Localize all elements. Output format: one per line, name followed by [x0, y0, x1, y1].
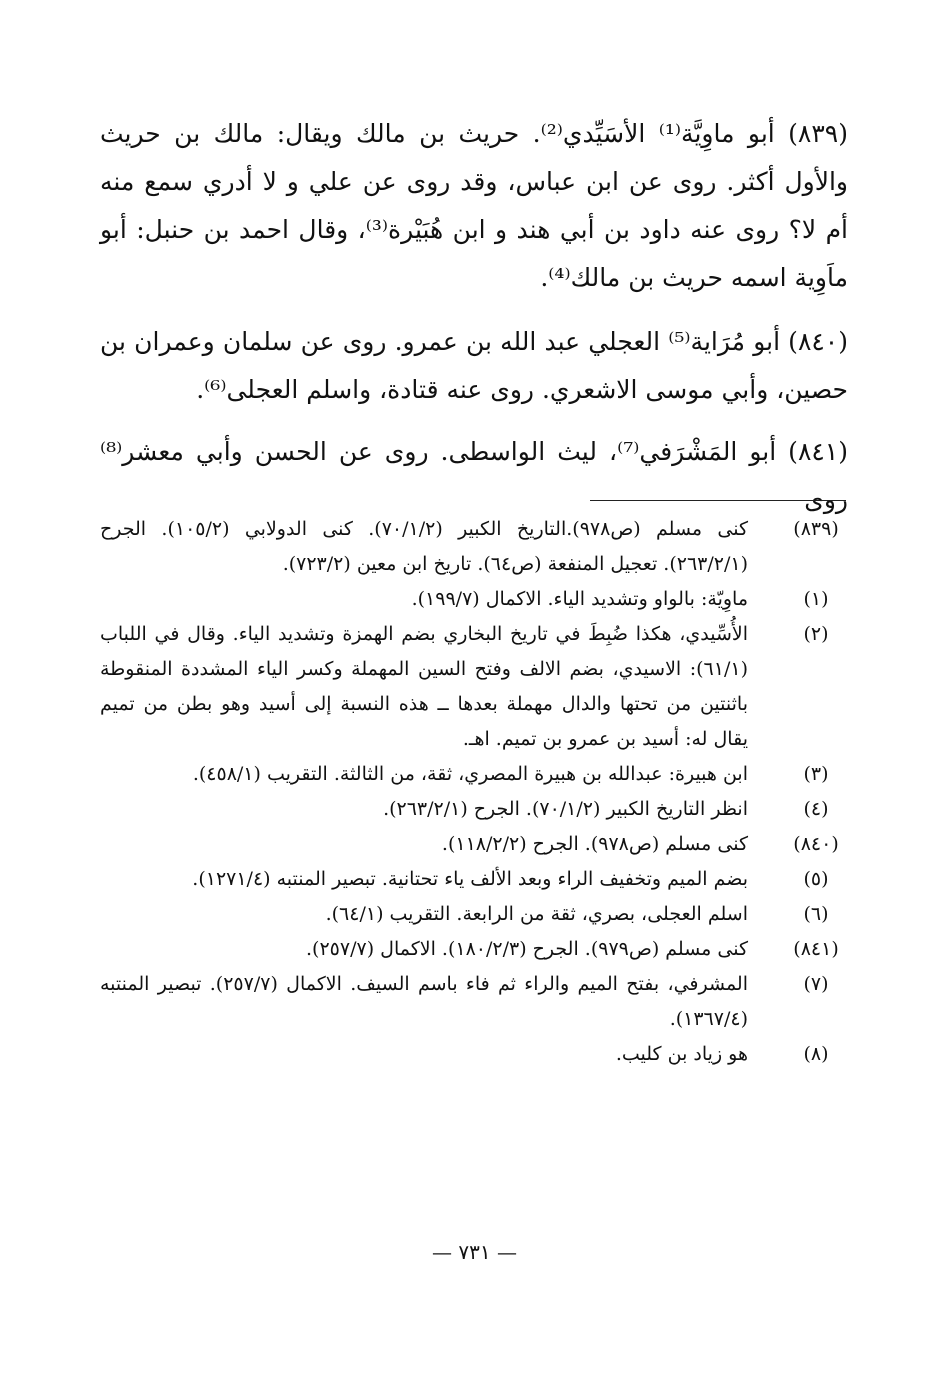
entry-840: [100, 318, 848, 414]
footnote: [100, 617, 852, 757]
footnote: [100, 512, 852, 582]
entry-839: [100, 110, 848, 302]
footnotes: [100, 512, 852, 1072]
footnote: [100, 757, 852, 792]
footnote: [100, 897, 852, 932]
footnote: [100, 862, 852, 897]
footnote: [100, 827, 852, 862]
footnote-text: انظر التاريخ الكبير (٧٠/١/٢). الجرح (٢٦٣/٢/١).: [383, 798, 748, 820]
footnote: [100, 792, 852, 827]
footnote-number: (٥): [803, 868, 829, 890]
footnote: [100, 1037, 852, 1072]
footnote-number: (٨٤١): [793, 938, 839, 960]
footnote-text: بضم الميم وتخفيف الراء وبعد الألف ياء تحتانية. تبصير المنتبه (١٢٧١/٤).: [192, 868, 748, 890]
footnote: [100, 967, 852, 1037]
footnote-text: ابن هبيرة: عبدالله بن هبيرة المصري، ثقة، من الثالثة. التقريب (٤٥٨/١).: [192, 763, 748, 785]
footnote-number: (٧): [803, 973, 829, 995]
footnote: [100, 932, 852, 967]
entry-841-text: (٨٤١) أبو المَشْرَفي⁽⁷⁾، ليث الواسطى. روى عن الحسن وأبي معشر⁽⁸⁾ روى: [100, 437, 848, 514]
footnote: [100, 582, 852, 617]
footnote-number: (٦): [803, 903, 829, 925]
entry-841: [100, 428, 848, 524]
entry-839-text: (٨٣٩) أبو ماوِيَّة⁽¹⁾ الأسَيِّدي⁽²⁾. حريث بن مالك ويقال: مالك بن حريث والأول أكثر. روى عن ابن عباس، وقد روى عن علي و لا أدري سمع منه أم لا؟ روى عنه داود بن أبي هند و ابن هُبَيْرة⁽³⁾، وقال احمد بن حنبل: أبو ماَوِية اسمه حريث بن مالك⁽⁴⁾.: [100, 119, 848, 292]
footnote-number: (١): [803, 588, 829, 610]
footnote-text: كنى مسلم (ص٩٧٨). الجرح (١١٨/٢/٢).: [441, 833, 748, 855]
footnote-text: كنى مسلم (ص٩٧٩). الجرح (١٨٠/٢/٣). الاكمال (٢٥٧/٧).: [306, 938, 748, 960]
footnote-text: هو زياد بن كليب.: [615, 1043, 748, 1065]
footnote-number: (٤): [803, 798, 829, 820]
footnote-text: كنى مسلم (ص٩٧٨).التاريخ الكبير (٧٠/١/٢). كنى الدولابي (١٠٥/٢). الجرح (٢٦٣/٢/١). تعجيل المنفعة (ص٦٤). تاريخ ابن معين (٧٢٣/٢).: [100, 518, 749, 575]
footnote-text: المشرفي، بفتح الميم والراء ثم فاء باسم السيف. الاكمال (٢٥٧/٧). تبصير المنتبه (١٣٦٧/٤).: [100, 973, 748, 1030]
footnote-number: (٨٤٠): [793, 833, 839, 855]
footnote-separator: [590, 500, 846, 501]
footnote-text: الأُسِّيدي، هكذا ضُبِطَ في تاريخ البخاري بضم الهمزة وتشديد الياء. وقال في اللباب (٦١/١): الاسيدي، بضم الالف وفتح السين المهملة وكسر الياء المشددة المنقوطة باثنتين من تحتها والدال مهملة بعدها ــ هذه النسبة إلى أسيد وهو بطن من تميم يقال له: أسيد بن عمرو بن تميم. اهـ.: [100, 623, 748, 750]
footnote-number: (٢): [803, 623, 829, 645]
footnote-number: (٣): [803, 763, 829, 785]
page-number: — ٧٣١ —: [432, 1240, 517, 1264]
footnote-number: (٨٣٩): [793, 518, 839, 540]
footnote-text: اسلم العجلى، بصري، ثقة من الرابعة. التقريب (٦٤/١).: [325, 903, 748, 925]
footnote-text: ماوِيّة: بالواو وتشديد الياء. الاكمال (١٩٩/٧).: [411, 588, 748, 610]
footnote-number: (٨): [803, 1043, 829, 1065]
entry-840-text: (٨٤٠) أبو مُرَاية⁽⁵⁾ العجلي عبد الله بن عمرو. روى عن سلمان وعمران بن حصين، وأبي موسى الاشعري. روى عنه قتادة، واسلم العجلى⁽⁶⁾.: [100, 327, 848, 404]
